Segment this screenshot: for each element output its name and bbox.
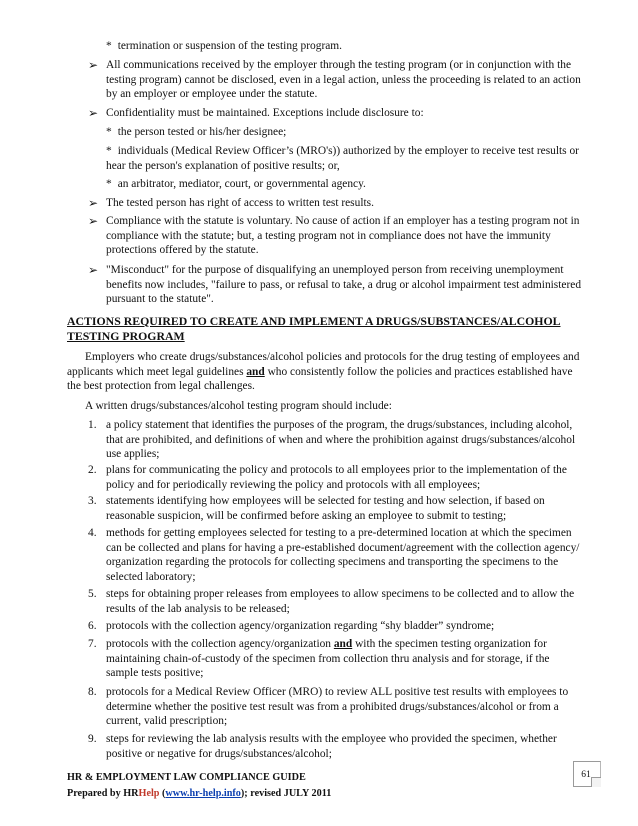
- item-text: steps for obtaining proper releases from employees to allow specimens to be collected and to allow the results of the lab analysis to be released;: [106, 588, 575, 615]
- arrow-bullet-icon: ➢: [88, 58, 99, 72]
- item-number: 2.: [88, 464, 97, 476]
- item-text: steps for reviewing the lab analysis results with the employee who provided the specimen, whether positive or negative for drugs/substances/alcohol;: [106, 733, 557, 760]
- item-number: 8.: [88, 686, 97, 698]
- arrow-bullet-icon: ➢: [88, 106, 99, 120]
- page-curl-icon: [591, 777, 601, 787]
- item-text: plans for communicating the policy and protocols to all employees prior to the implementation of the policy and for periodically reviewing the policy and protocols with all employees;: [106, 464, 567, 491]
- sub-item-text: individuals (Medical Review Officer’s (MRO's)) authorized by the employer to receive test results or hear the person's explanation of positive results; or,: [106, 145, 579, 172]
- numbered-item: [88, 463, 584, 492]
- intro-text-cont: who consistently follow the policies and practices established have the best protection from legal challenges.: [67, 365, 573, 393]
- item-text-part: with the specimen testing organization for maintaining chain-of-custody of the specimen from collection thru analysis and for storage, if the sample tests positive;: [106, 638, 550, 680]
- sub-item-text: the person tested or his/her designee;: [117, 126, 287, 138]
- numbered-item: [88, 619, 584, 634]
- sub-item-text: termination or suspension of the testing program.: [117, 40, 342, 52]
- bullet-item: [88, 196, 584, 211]
- numbered-item: [88, 418, 584, 462]
- numbered-item: [88, 526, 584, 584]
- arrow-bullet-icon: ➢: [88, 214, 99, 228]
- prepared-prefix: Prepared by: [67, 788, 124, 799]
- asterisk-marker: *: [106, 145, 112, 157]
- sub-item: [106, 39, 586, 54]
- item-text: protocols with the collection agency/organization regarding “shy bladder” syndrome;: [106, 620, 495, 632]
- item-number: 7.: [88, 638, 97, 650]
- item-number: 4.: [88, 527, 97, 539]
- item-number: 1.: [88, 419, 97, 431]
- asterisk-marker: *: [106, 40, 112, 52]
- numbered-item: [88, 732, 584, 761]
- sub-item: [106, 125, 586, 140]
- bullet-item: [88, 58, 584, 102]
- revised-date: ); revised JULY 2011: [240, 788, 332, 799]
- bullet-text: Compliance with the statute is voluntary. No cause of action if an employer has a testing program not in compliance with the statute; but, a testing program not in compliance does not have the immunity protections offered by the statute.: [106, 215, 580, 257]
- sub-item: [106, 144, 586, 173]
- sub-item: [106, 177, 586, 192]
- numbered-item: [88, 637, 584, 681]
- arrow-bullet-icon: ➢: [88, 196, 99, 210]
- brand-hr: HR: [123, 788, 139, 799]
- item-number: 6.: [88, 620, 97, 632]
- item-text-part: protocols with the collection agency/organization: [106, 638, 334, 650]
- website-link[interactable]: www.hr-help.info: [165, 788, 241, 799]
- numbered-item: [88, 685, 584, 729]
- link-open: (: [159, 788, 166, 799]
- footer-title: HR & EMPLOYMENT LAW COMPLIANCE GUIDE: [67, 772, 306, 783]
- bullet-item: [88, 106, 584, 121]
- bullet-item: [88, 214, 584, 258]
- bullet-text: "Misconduct" for the purpose of disqualifying an unemployed person from receiving unemployment benefits now includes, "failure to pass, or refusal to take, a drug or alcohol impairment test administered pursuant to the statute".: [106, 264, 582, 306]
- brand-help: Help: [138, 788, 160, 799]
- lead-in: A written drugs/substances/alcohol testing program should include:: [85, 400, 392, 412]
- section-heading: ACTIONS REQUIRED TO CREATE AND IMPLEMENT A DRUGS/SUBSTANCES/ALCOHOL TESTING PROGRAM: [67, 314, 561, 343]
- emphasis-and: and: [333, 638, 353, 650]
- item-number: 9.: [88, 733, 97, 745]
- item-number: 3.: [88, 495, 97, 507]
- item-text: a policy statement that identifies the purposes of the program, the drugs/substances, including alcohol, that are prohibited, and definitions of when and where the prohibition against drugs/substances/alcohol use applies;: [106, 419, 576, 461]
- item-number: 5.: [88, 588, 97, 600]
- intro-paragraph: [67, 350, 587, 394]
- numbered-item: [88, 494, 584, 523]
- intro-text: Employers who create drugs/substances/alcohol policies and protocols for the drug testing of employees and applicants which meet legal guidelines: [67, 351, 580, 378]
- footer-prepared-by: [67, 787, 331, 800]
- bullet-text: All communications received by the employer through the testing program (or in conjunction with the testing program) cannot be disclosed, even in a legal action, unless the proceeding is related to an action by an employer or employee under the statute.: [106, 59, 581, 101]
- item-text: [106, 637, 584, 681]
- numbered-item: [88, 587, 584, 616]
- asterisk-marker: *: [106, 126, 112, 138]
- page-number-box: [573, 761, 601, 787]
- bullet-text: The tested person has right of access to written test results.: [106, 197, 374, 209]
- item-text: protocols for a Medical Review Officer (MRO) to review ALL positive test results with employees to determine whether the positive test result was from a prohibited drugs/substances/alcohol or from a current, valid prescription;: [106, 686, 569, 728]
- page-number: 61: [581, 770, 591, 780]
- bullet-text: Confidentiality must be maintained. Exceptions include disclosure to:: [106, 107, 424, 119]
- sub-item-text: an arbitrator, mediator, court, or governmental agency.: [117, 178, 366, 190]
- emphasis-and: and: [246, 365, 265, 378]
- arrow-bullet-icon: ➢: [88, 263, 99, 277]
- asterisk-marker: *: [106, 178, 112, 190]
- item-text: methods for getting employees selected for testing to a pre-determined location at which the specimen can be collected and plans for having a pre-established document/agreement with the collection agency/ organization regarding the protocols for collecting specimens and transporting the specimens to the selected laboratory;: [106, 527, 580, 583]
- bullet-item: [88, 263, 584, 307]
- item-text: statements identifying how employees will be selected for testing and how selection, if based on reasonable suspicion, will be confirmed before asking an employee to submit to testing;: [106, 495, 545, 522]
